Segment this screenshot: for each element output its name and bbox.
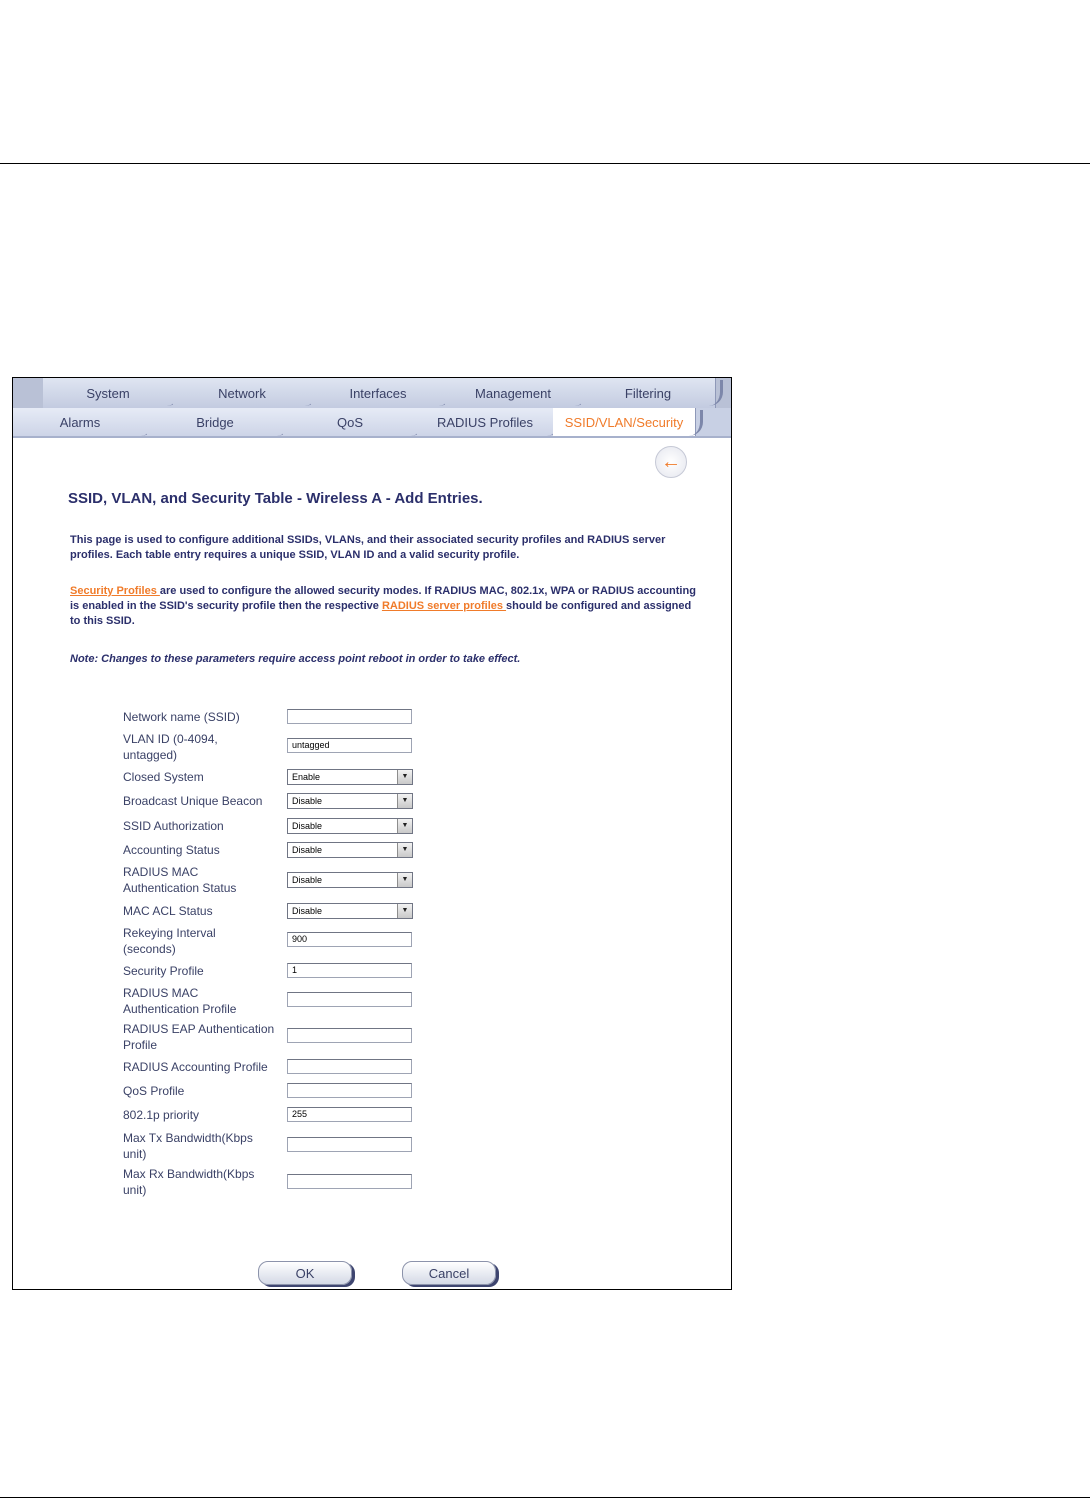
radius-mac-auth-profile-input[interactable] [287,992,412,1007]
tab-row-primary [13,378,731,408]
accounting-status-select[interactable]: Disable ▼ [287,842,413,858]
ok-button[interactable]: OK [258,1261,352,1285]
intro-text: This page is used to configure additional SSIDs, VLANs, and their associated security profiles and RADIUS server profiles. Each table entry requires a unique SSID, VLAN ID and a valid security profile. [70,534,666,561]
back-arrow-icon: ← [661,450,681,473]
tab-ssid-vlan-security[interactable]: SSID/VLAN/Security [553,408,696,436]
chevron-down-icon: ▼ [397,873,412,887]
radius-accounting-profile-label: RADIUS Accounting Profile [123,1060,268,1074]
chevron-down-icon: ▼ [397,843,412,857]
priority-8021p-label: 802.1p priority [123,1108,200,1122]
mac-acl-status-select[interactable]: Disable ▼ [287,903,413,919]
rekeying-interval-label: Rekeying Interval (seconds) [123,926,216,956]
footer-rule [0,1497,1090,1498]
tab-network[interactable]: Network [173,378,312,408]
radius-mac-auth-profile-label: RADIUS MAC Authentication Profile [123,986,237,1016]
broadcast-beacon-select[interactable]: Disable ▼ [287,793,413,809]
ssid-authorization-label: SSID Authorization [123,819,224,833]
radius-eap-profile-label: RADIUS EAP Authentication Profile [123,1022,275,1052]
tab-interfaces[interactable]: Interfaces [311,378,446,408]
header-rule [0,163,1090,164]
max-rx-bandwidth-label: Max Rx Bandwidth(Kbps unit) [123,1167,255,1197]
tab-management[interactable]: Management [445,378,582,408]
mac-acl-status-label: MAC ACL Status [123,904,213,918]
closed-system-label: Closed System [123,770,204,784]
chevron-down-icon: ▼ [397,904,412,918]
chevron-down-icon: ▼ [397,794,412,808]
network-name-input[interactable] [287,709,412,724]
radius-mac-auth-status-select[interactable]: Disable ▼ [287,872,413,888]
radius-server-profiles-link[interactable]: RADIUS server profiles [381,600,507,612]
accounting-status-label: Accounting Status [123,843,220,857]
rekeying-interval-input[interactable]: 900 [287,932,412,947]
chevron-down-icon: ▼ [397,819,412,833]
radius-mac-auth-status-label: RADIUS MAC Authentication Status [123,865,237,895]
back-button[interactable] [655,446,687,478]
ssid-authorization-select[interactable]: Disable ▼ [287,818,413,834]
app-window [12,377,732,1290]
security-profiles-link[interactable]: Security Profiles [70,585,160,597]
vlan-id-label: VLAN ID (0-4094, untagged) [123,732,218,762]
qos-profile-input[interactable] [287,1083,412,1098]
qos-profile-label: QoS Profile [123,1084,185,1098]
tab-radius-profiles[interactable]: RADIUS Profiles [417,408,554,436]
radius-accounting-profile-input[interactable] [287,1059,412,1074]
radius-eap-profile-input[interactable] [287,1028,412,1043]
cancel-button[interactable]: Cancel [402,1261,496,1285]
tab-alarms[interactable]: Alarms [13,408,148,436]
tab-bridge[interactable]: Bridge [147,408,284,436]
tab-filtering[interactable]: Filtering [581,378,716,408]
security-profile-label: Security Profile [123,964,204,978]
max-rx-bandwidth-input[interactable] [287,1174,412,1189]
reboot-note: Note: Changes to these parameters require access point reboot in order to take effect. [70,653,521,665]
tab-row-secondary [13,408,731,438]
chevron-down-icon: ▼ [397,770,412,784]
tab-qos[interactable]: QoS [283,408,418,436]
page-title: SSID, VLAN, and Security Table - Wireless A - Add Entries. [68,490,483,507]
max-tx-bandwidth-label: Max Tx Bandwidth(Kbps unit) [123,1131,253,1161]
tab-system[interactable]: System [43,378,174,408]
closed-system-select[interactable]: Enable ▼ [287,769,413,785]
broadcast-beacon-label: Broadcast Unique Beacon [123,794,263,808]
security-info-text: Security Profiles are used to configure the allowed security modes. If RADIUS MAC, 802.1x, WPA or RADIUS accounting is enabled in the SSID's security profile then the respective RADIUS server profiles should be configured and assigned to this SSID. [70,585,696,627]
priority-8021p-input[interactable]: 255 [287,1107,412,1122]
vlan-id-input[interactable]: untagged [287,738,412,753]
network-name-label: Network name (SSID) [123,710,240,724]
security-profile-input[interactable]: 1 [287,963,412,978]
max-tx-bandwidth-input[interactable] [287,1137,412,1152]
